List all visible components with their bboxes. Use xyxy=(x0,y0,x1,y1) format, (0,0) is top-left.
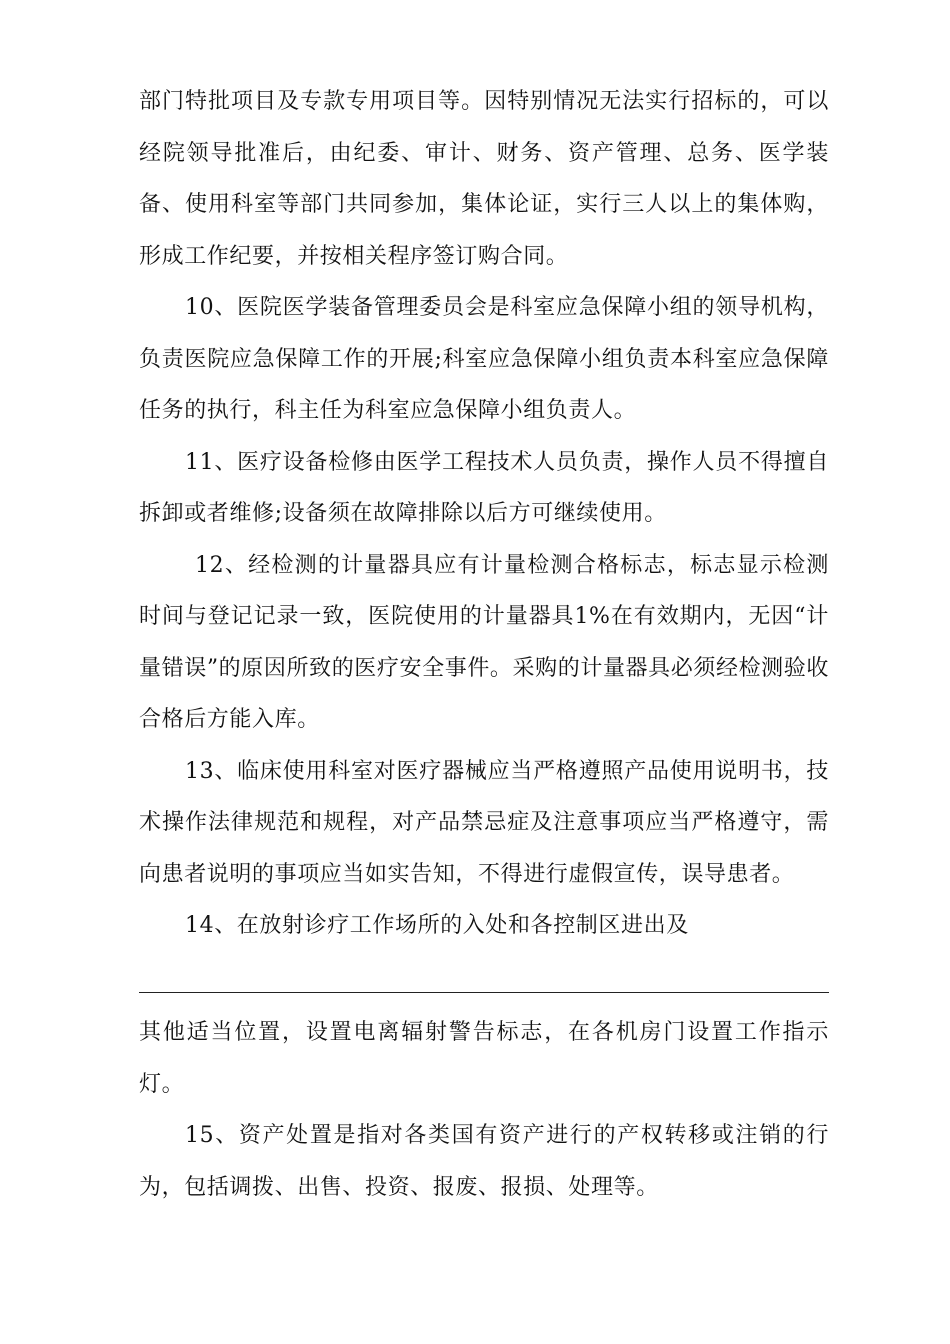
paragraph-13: 13、临床使用科室对医疗器械应当严格遵照产品使用说明书，技术操作法律规范和规程，对产品禁忌症及注意事项应当严格遵守，需向患者说明的事项应当如实告知，不得进行虚假宣传，误导患者。 xyxy=(139,758,829,887)
paragraph-14-start: 14、在放射诊疗工作场所的入处和各控制区进出及 xyxy=(185,913,689,938)
section-divider xyxy=(139,992,829,993)
upper-section xyxy=(139,76,829,952)
paragraph-11: 11、医疗设备检修由医学工程技术人员负责，操作人员不得擅自拆卸或者维修;设备须在故障排除以后方可继续使用。 xyxy=(139,449,829,526)
paragraph-9-continuation: 部门特批项目及专款专用项目等。因特别情况无法实行招标的，可以经院领导批准后，由纪委、审计、财务、资产管理、总务、医学装备、使用科室等部门共同参加，集体论证，实行三人以上的集体购，形成工作纪要，并按相关程序签订购合同。 xyxy=(139,89,829,269)
paragraph-15: 15、资产处置是指对各类国有资产进行的产权转移或注销的行为，包括调拨、出售、投资、报废、报损、处理等。 xyxy=(139,1123,829,1200)
paragraph-10: 10、医院医学装备管理委员会是科室应急保障小组的领导机构，负责医院应急保障工作的开展;科室应急保障小组负责本科室应急保障任务的执行，科主任为科室应急保障小组负责人。 xyxy=(139,295,829,423)
lower-section xyxy=(139,1007,829,1213)
paragraph-14-continuation: 其他适当位置，设置电离辐射警告标志，在各机房门设置工作指示灯。 xyxy=(139,1020,829,1097)
paragraph-12: 12、经检测的计量器具应有计量检测合格标志，标志显示检测时间与登记记录一致，医院使用的计量器具1%在有效期内，无因“计量错误”的原因所致的医疗安全事件。采购的计量器具必须经检测验收合格后方能入库。 xyxy=(139,552,829,732)
